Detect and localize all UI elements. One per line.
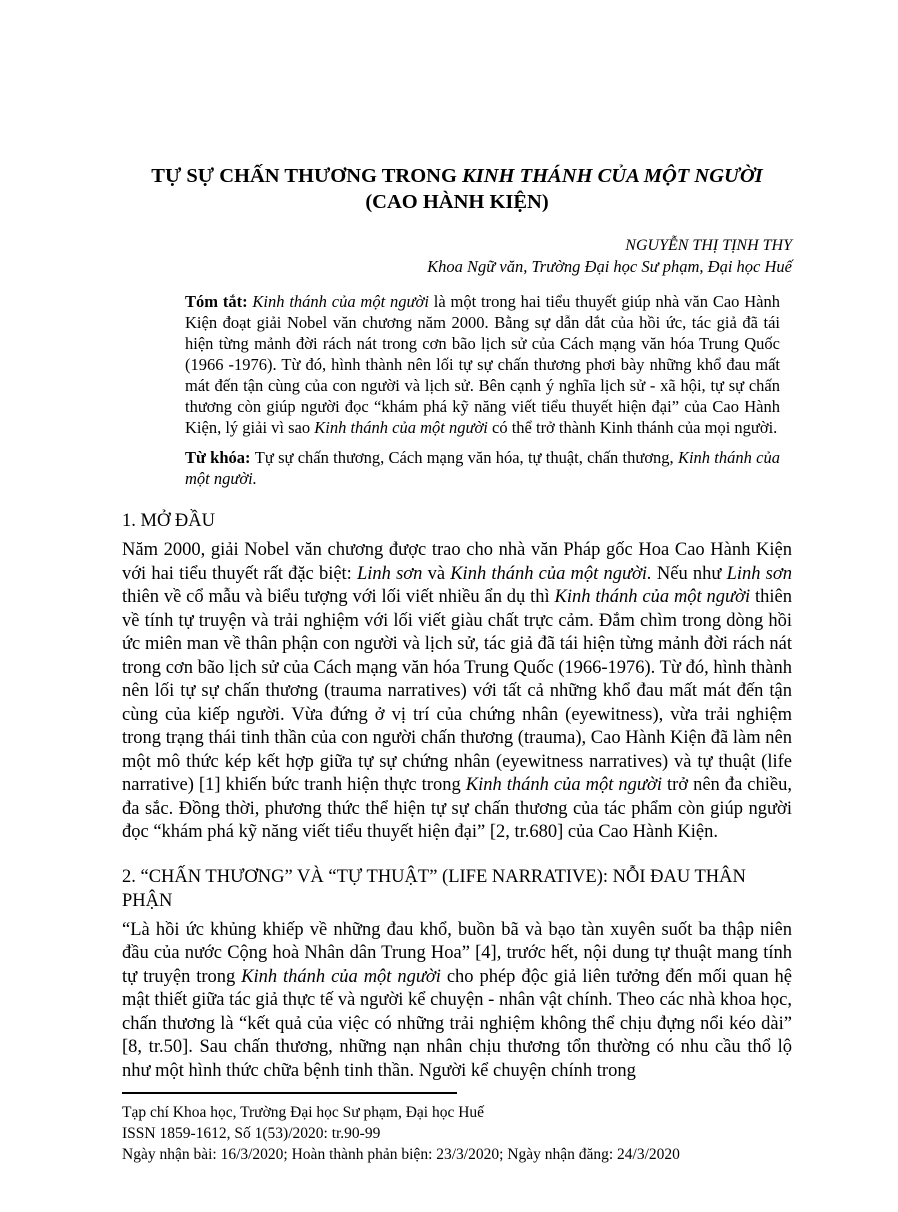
footnote-rule bbox=[122, 1092, 457, 1094]
article-title-line-1: TỰ SỰ CHẤN THƯƠNG TRONG KINH THÁNH CỦA MỘT NGƯỜI bbox=[151, 165, 763, 187]
footer-journal-line: Tạp chí Khoa học, Trường Đại học Sư phạm, Đại học Huế bbox=[122, 1104, 485, 1121]
footer-dates-line: Ngày nhận bài: 16/3/2020; Hoàn thành phản biện: 23/3/2020; Ngày nhận đăng: 24/3/2020 bbox=[122, 1146, 680, 1163]
article-title bbox=[122, 163, 792, 215]
keywords-paragraph: Từ khóa: Tự sự chấn thương, Cách mạng văn hóa, tự thuật, chấn thương, Kinh thánh của một người. bbox=[185, 448, 780, 488]
article-title-line-2: (CAO HÀNH KIỆN) bbox=[365, 191, 549, 213]
section-heading-1: 1. MỞ ĐẦU bbox=[122, 511, 216, 531]
abstract-paragraph: Tóm tắt: Kinh thánh của một người là một trong hai tiểu thuyết giúp nhà văn Cao Hành Kiện đoạt giải Nobel văn chương năm 2000. Bằng sự dẫn dắt của hồi ức, tác giả đã tái hiện từng mảnh đời rách nát trong cơn bão lịch sử của Cách mạng văn hóa Trung Quốc (1966 -1976). Từ đó, hình thành nên lối tự sự chấn thương phơi bày những khổ đau mất mát đến tận cùng của con người và lịch sử. Bên cạnh ý nghĩa lịch sử - xã hội, tự sự chấn thương còn giúp người đọc “khám phá kỹ năng viết tiểu thuyết hiện đại” của Cao Hành Kiện, lý giải vì sao Kinh thánh của một người có thể trở thành Kinh thánh của mọi người. bbox=[185, 292, 780, 437]
section-2-paragraph: “Là hồi ức khủng khiếp về những đau khổ, buồn bã và bạo tàn xuyên suốt ba thập niên đầu của nước Cộng hoà Nhân dân Trung Hoa” [4], trước hết, nội dung tự thuật mang tính tự truyện trong Kinh thánh của một người cho phép độc giả liên tưởng đến mối quan hệ mật thiết giữa tác giả thực tế và người kể chuyện - nhân vật chính. Theo các nhà khoa học, chấn thương là “kết quả của việc có những trải nghiệm không thể chịu đựng nổi kéo dài” [8, tr.50]. Sau chấn thương, những nạn nhân chịu thương tổn thường có nhu cầu thổ lộ như một hình thức chữa bệnh tinh thần. Người kể chuyện chính trong bbox=[122, 919, 793, 1081]
author-affiliation: Khoa Ngữ văn, Trường Đại học Sư phạm, Đại học Huế bbox=[427, 257, 792, 276]
byline bbox=[122, 235, 792, 277]
footer-issn-line: ISSN 1859-1612, Số 1(53)/2020: tr.90-99 bbox=[122, 1125, 381, 1142]
footer-block bbox=[122, 1090, 792, 1165]
section-1-paragraph: Năm 2000, giải Nobel văn chương được trao cho nhà văn Pháp gốc Hoa Cao Hành Kiện với hai tiểu thuyết rất đặc biệt: Linh sơn và Kinh thánh của một người. Nếu như Linh sơn thiên về cổ mẫu và biểu tượng với lối viết nhiều ẩn dụ thì Kinh thánh của một người thiên về tính tự truyện và trải nghiệm với lối viết giàu chất trực cảm. Đắm chìm trong dòng hồi ức miên man về thân phận con người và lịch sử, tác giả đã tái hiện từng mảnh đời rách nát trong cơn bão lịch sử của Cách mạng văn hóa Trung Quốc (1966-1976). Từ đó, hình thành nên lối tự sự chấn thương (trauma narratives) với tất cả những khổ đau mất mát đến tận cùng của kiếp người. Vừa đứng ở vị trí của chứng nhân (eyewitness), vừa trải nghiệm trong trạng thái tinh thần của con người chấn thương (trauma), Cao Hành Kiện đã làm nên một mô thức kép kết hợp giữa tự sự chứng nhân (eyewitness narratives) và tự thuật (life narrative) [1] khiến bức tranh hiện thực trong Kinh thánh của một người trở nên đa chiều, đa sắc. Đồng thời, phương thức thể hiện tự sự chấn thương của tác phẩm còn giúp người đọc “khám phá kỹ năng viết tiểu thuyết hiện đại” [2, tr.680] của Cao Hành Kiện. bbox=[122, 540, 793, 842]
section-heading-2: 2. “CHẤN THƯƠNG” VÀ “TỰ THUẬT” (LIFE NARRATIVE): NỖI ĐAU THÂN PHẬN bbox=[122, 866, 746, 911]
author-name: NGUYỄN THỊ TỊNH THY bbox=[625, 237, 792, 254]
